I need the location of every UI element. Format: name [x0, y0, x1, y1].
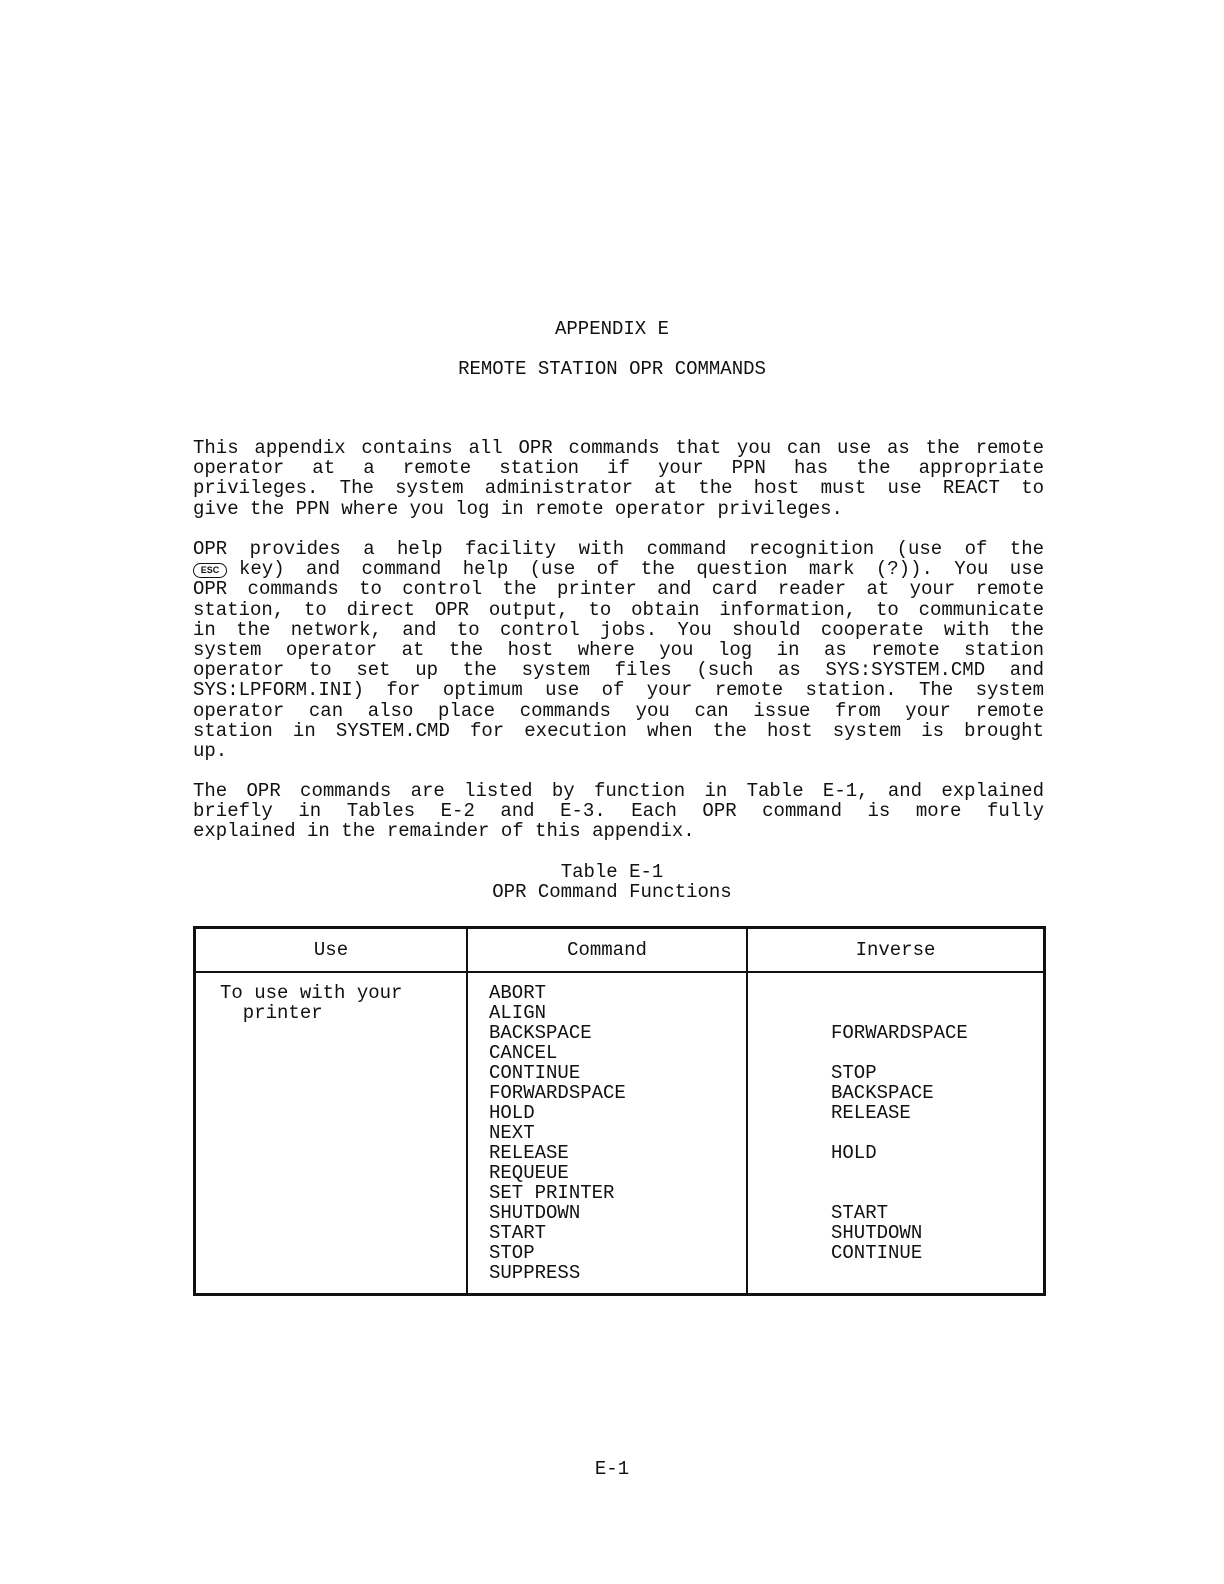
inverse-item	[831, 1123, 1042, 1143]
text-line: The OPR commands are listed by function in Table E-1, and explained	[193, 780, 1044, 802]
inverse-item: SHUTDOWN	[831, 1222, 923, 1244]
opr-command-table	[193, 926, 1046, 1296]
page-number: E-1	[594, 1458, 630, 1480]
table-header-row	[195, 928, 1045, 973]
command-item: RELEASE	[489, 1142, 569, 1164]
use-line: To use with your	[220, 982, 403, 1004]
inverse-item	[831, 1183, 1042, 1203]
table-row	[195, 972, 1045, 1295]
text-line: privileges. The system administrator at the host must use REACT to	[193, 477, 1044, 500]
command-item: STOP	[489, 1242, 535, 1264]
inverse-item	[831, 1163, 1042, 1183]
table-caption-title: OPR Command Functions	[492, 881, 732, 903]
text-line: station, to direct OPR output, to obtain information, to communicate	[193, 598, 1044, 621]
text-line: give the PPN where you log in remote operator privileges.	[193, 497, 843, 520]
text-line: briefly in Tables E-2 and E-3. Each OPR command is more fully	[193, 800, 1044, 823]
text-line: operator to set up the system files (such as SYS:SYSTEM.CMD and	[193, 659, 1044, 682]
intro-paragraph	[193, 438, 1044, 519]
command-cell	[467, 972, 747, 1295]
text-line: system operator at the host where you log in as remote station	[193, 638, 1044, 661]
inverse-item	[831, 983, 1042, 1003]
text-line: operator at a remote station if your PPN has the appropriate	[193, 457, 1044, 480]
command-item: REQUEUE	[489, 1162, 569, 1184]
header-inverse: Inverse	[747, 928, 1045, 973]
header-command: Command	[467, 928, 747, 973]
text-line: station in SYSTEM.CMD for execution when the host system is brought	[193, 719, 1044, 742]
text-line: in the network, and to control jobs. You should cooperate with the	[193, 618, 1044, 641]
text-fragment: key) and command help (use of the question mark (?)). You use	[239, 558, 1044, 581]
help-facility-paragraph	[193, 539, 1044, 761]
command-item: CANCEL	[489, 1042, 558, 1064]
inverse-item	[831, 1043, 1042, 1063]
command-item: NEXT	[489, 1122, 535, 1144]
text-line: This appendix contains all OPR commands that you can use as the remote	[193, 437, 1044, 459]
text-line: OPR commands to control the printer and card reader at your remote	[193, 578, 1044, 601]
command-item: START	[489, 1222, 547, 1244]
command-item: HOLD	[489, 1102, 535, 1124]
command-item: ABORT	[489, 982, 547, 1004]
inverse-item: STOP	[831, 1062, 877, 1084]
command-item: FORWARDSPACE	[489, 1082, 626, 1104]
text-line-with-esc	[193, 559, 1044, 579]
inverse-item: RELEASE	[831, 1102, 911, 1124]
text-line: explained in the remainder of this appendix.	[193, 820, 695, 843]
text-line: SYS:LPFORM.INI) for optimum use of your remote station. The system	[193, 679, 1044, 702]
overview-paragraph	[193, 781, 1044, 842]
command-item: CONTINUE	[489, 1062, 581, 1084]
header-use: Use	[195, 928, 468, 973]
inverse-item: FORWARDSPACE	[831, 1022, 968, 1044]
esc-key-icon: ESC	[193, 563, 227, 578]
command-item: SET PRINTER	[489, 1182, 615, 1204]
text-line: OPR provides a help facility with command recognition (use of the	[193, 538, 1044, 560]
command-item: ALIGN	[489, 1002, 547, 1024]
text-line: up.	[193, 739, 228, 762]
command-item: SHUTDOWN	[489, 1202, 581, 1224]
inverse-cell	[747, 972, 1045, 1295]
inverse-item: CONTINUE	[831, 1242, 923, 1264]
appendix-title: REMOTE STATION OPR COMMANDS	[458, 358, 766, 380]
command-item: SUPPRESS	[489, 1262, 581, 1284]
inverse-item: HOLD	[831, 1142, 877, 1164]
use-cell	[195, 972, 468, 1295]
command-item: BACKSPACE	[489, 1022, 592, 1044]
use-line: printer	[220, 1002, 323, 1024]
inverse-item	[831, 1003, 1042, 1023]
text-line: operator can also place commands you can issue from your remote	[193, 699, 1044, 722]
inverse-item: START	[831, 1202, 889, 1224]
inverse-item	[831, 1263, 1042, 1283]
appendix-label: APPENDIX E	[554, 318, 670, 340]
inverse-item: BACKSPACE	[831, 1082, 934, 1104]
table-caption-number: Table E-1	[560, 861, 664, 883]
